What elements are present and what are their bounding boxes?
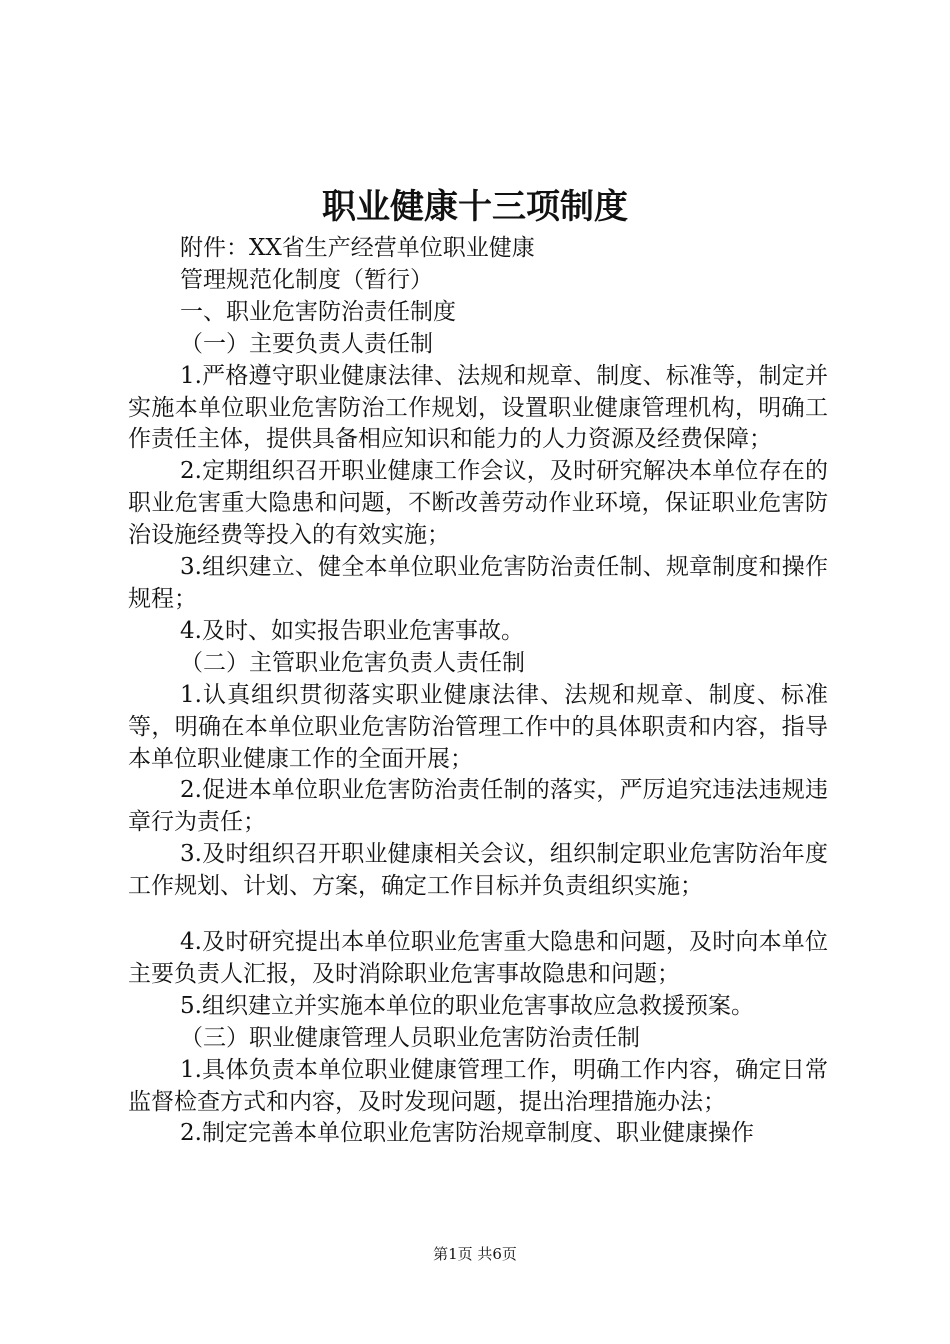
- page-footer: 第1页 共6页: [433, 1245, 517, 1263]
- paragraph: 3.组织建立、健全本单位职业危害防治责任制、规章制度和操作规程；: [128, 554, 828, 612]
- paragraph: 2.定期组织召开职业健康工作会议，及时研究解决本单位存在的职业危害重大隐患和问题，不断改善劳动作业环境，保证职业危害防治设施经费等投入的有效实施；: [128, 458, 828, 549]
- paragraph: 2.促进本单位职业危害防治责任制的落实，严厉追究违法违规违章行为责任；: [128, 777, 828, 836]
- paragraph: 1.具体负责本单位职业健康管理工作，明确工作内容，确定日常监督检查方式和内容，及时发现问题，提出治理措施办法；: [128, 1056, 828, 1115]
- paragraph: 5.组织建立并实施本单位的职业危害事故应急救援预案。: [180, 992, 754, 1019]
- paragraph: 4.及时研究提出本单位职业危害重大隐患和问题，及时向本单位主要负责人汇报，及时消除职业危害事故隐患和问题；: [128, 929, 828, 987]
- document-body: [128, 233, 828, 1150]
- document-title: 职业健康十三项制度: [322, 187, 628, 227]
- paragraph: 管理规范化制度（暂行）: [180, 266, 433, 293]
- subsection-heading: （二）主管职业危害负责人责任制: [180, 649, 525, 676]
- paragraph: 2.制定完善本单位职业危害防治规章制度、职业健康操作: [180, 1120, 754, 1147]
- subsection-heading: （一）主要负责人责任制: [180, 330, 433, 357]
- paragraph: 1.严格遵守职业健康法律、法规和规章、制度、标准等，制定并实施本单位职业危害防治工作规划，设置职业健康管理机构，明确工作责任主体，提供具备相应知识和能力的人力资源及经费保障；: [128, 362, 828, 453]
- paragraph: 附件：XX省生产经营单位职业健康: [180, 235, 535, 261]
- paragraph: 4.及时、如实报告职业危害事故。: [180, 617, 524, 644]
- paragraph: 3.及时组织召开职业健康相关会议，组织制定职业危害防治年度工作规划、计划、方案，确定工作目标并负责组织实施；: [128, 841, 828, 900]
- subsection-heading: （三）职业健康管理人员职业危害防治责任制: [180, 1024, 640, 1051]
- paragraph: 1.认真组织贯彻落实职业健康法律、法规和规章、制度、标准等，明确在本单位职业危害防治管理工作中的具体职责和内容，指导本单位职业健康工作的全面开展；: [128, 681, 828, 772]
- section-heading: 一、职业危害防治责任制度: [180, 298, 456, 325]
